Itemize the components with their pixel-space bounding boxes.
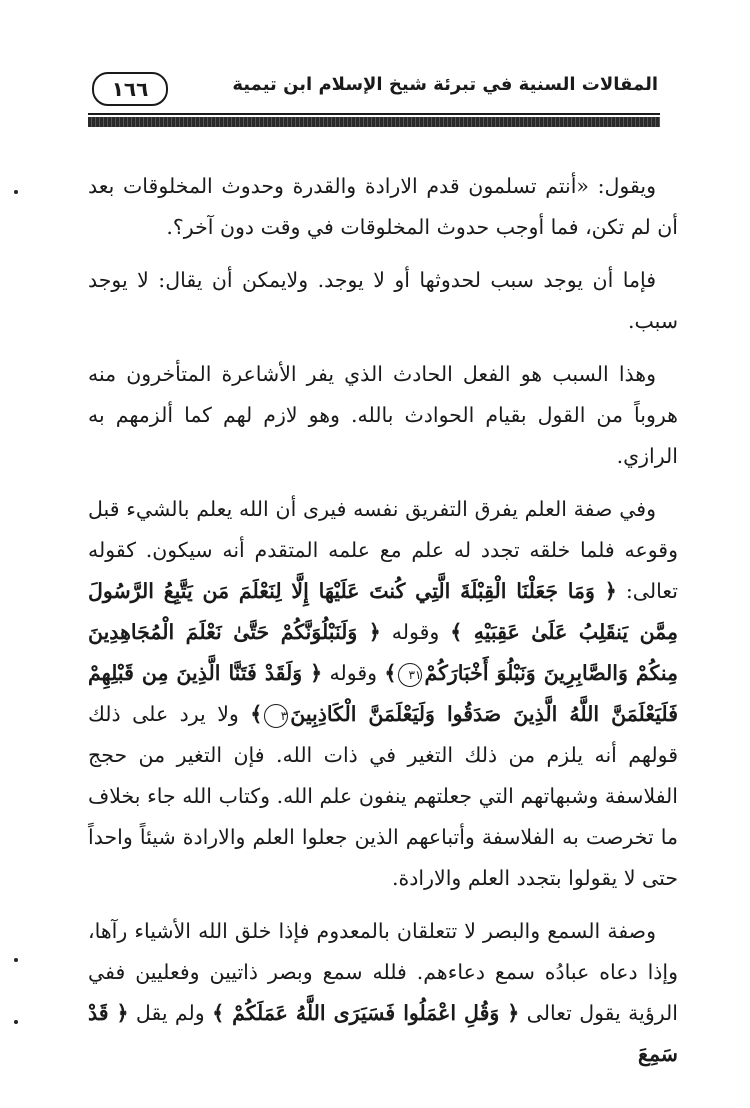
quran-bracket: ﴾ xyxy=(250,702,263,726)
quran-verse: ﴿ قَدْ سَمِعَ xyxy=(88,1001,678,1066)
paragraph-text: ولم يقل xyxy=(128,1001,213,1025)
paragraph-text: ولا يرد على ذلك قولهم أنه يلزم من ذلك التغير في ذات الله. فإن التغير من حجج الفلاسفة وشبهاتهم التي جعلتهم ينفون علم الله. وكتاب الله جاء بخلاف ما تخرصت به الفلاسفة وأتباعهم الذين جعلوا العلم والارادة شيئاً واحداً حتى لا يقولوا بتجدد العلم والارادة. xyxy=(88,702,678,890)
scan-speck xyxy=(14,958,18,962)
paragraph xyxy=(88,911,678,1075)
quran-verse: ﴿ وَلَنَبْلُوَنَّكُمْ حَتَّىٰ نَعْلَمَ الْمُجَاهِدِينَ مِنكُمْ وَالصَّابِرِينَ وَنَبْلُوَ أَخْبَارَكُمْ xyxy=(88,620,679,685)
paragraph-text: وقوله xyxy=(380,620,451,644)
body-text xyxy=(88,166,678,1087)
header-rule xyxy=(88,113,660,115)
paragraph-text: وصفة السمع والبصر لا تتعلقان بالمعدوم فإذا خلق الله الأشياء رآها، وإذا دعاه عبادُه سمع دعاءهم. فلله سمع وبصر ذاتيين وفعليين ففي الرؤية يقول تعالى xyxy=(88,919,678,1025)
scan-speck xyxy=(14,190,18,194)
scan-speck xyxy=(14,1020,18,1024)
page-header xyxy=(88,68,658,108)
paragraph: فإما أن يوجد سبب لحدوثها أو لا يوجد. ولايمكن أن يقال: لا يوجد سبب. xyxy=(88,268,678,333)
paragraph xyxy=(88,489,678,899)
paragraph-text: وقوله xyxy=(322,661,385,685)
paragraph: ويقول: «أنتم تسلمون قدم الارادة والقدرة وحدوث المخلوقات بعد أن لم تكن، فما أوجب حدوث المخلوقات في وقت دون آخر؟. xyxy=(88,174,678,239)
quran-verse: ﴿ وَقُلِ اعْمَلُوا فَسَيَرَى اللَّهُ عَمَلَكُمْ ﴾ xyxy=(212,1001,520,1025)
paragraph-text: وفي صفة العلم يفرق التفريق نفسه فيرى أن الله يعلم بالشيء قبل وقوعه فلما خلقه تجدد له علم مع علمه المتقدم أنه سيكون. كقوله تعالى: xyxy=(88,497,678,603)
header-rule-thick xyxy=(88,117,660,127)
quran-verse: ﴿ وَمَا جَعَلْنَا الْقِبْلَةَ الَّتِي كُنتَ عَلَيْهَا إِلَّا لِنَعْلَمَ مَن يَتَّبِعُ الرَّسُولَ مِمَّن يَنقَلِبُ عَلَىٰ عَقِبَيْهِ ﴾ xyxy=(88,579,679,644)
verse-number-marker: ٣ xyxy=(264,704,288,728)
running-title: المقالات السنية في تبرئة شيخ الإسلام ابن تيمية xyxy=(232,74,658,95)
quran-verse: ﴿ وَلَقَدْ فَتَنَّا الَّذِينَ مِن قَبْلِهِمْ فَلَيَعْلَمَنَّ اللَّهُ الَّذِينَ صَدَقُوا وَلَيَعْلَمَنَّ الْكَاذِبِينَ xyxy=(88,661,678,726)
paragraph: وهذا السبب هو الفعل الحادث الذي يفر الأشاعرة المتأخرون منه هروباً من القول بقيام الحوادث بالله. وهو لازم لهم كما ألزمهم به الرازي. xyxy=(88,362,678,468)
page-number: ١٦٦ xyxy=(92,72,168,106)
quran-bracket: ﴾ xyxy=(384,661,397,685)
verse-number-marker: ٣١ xyxy=(398,663,422,687)
